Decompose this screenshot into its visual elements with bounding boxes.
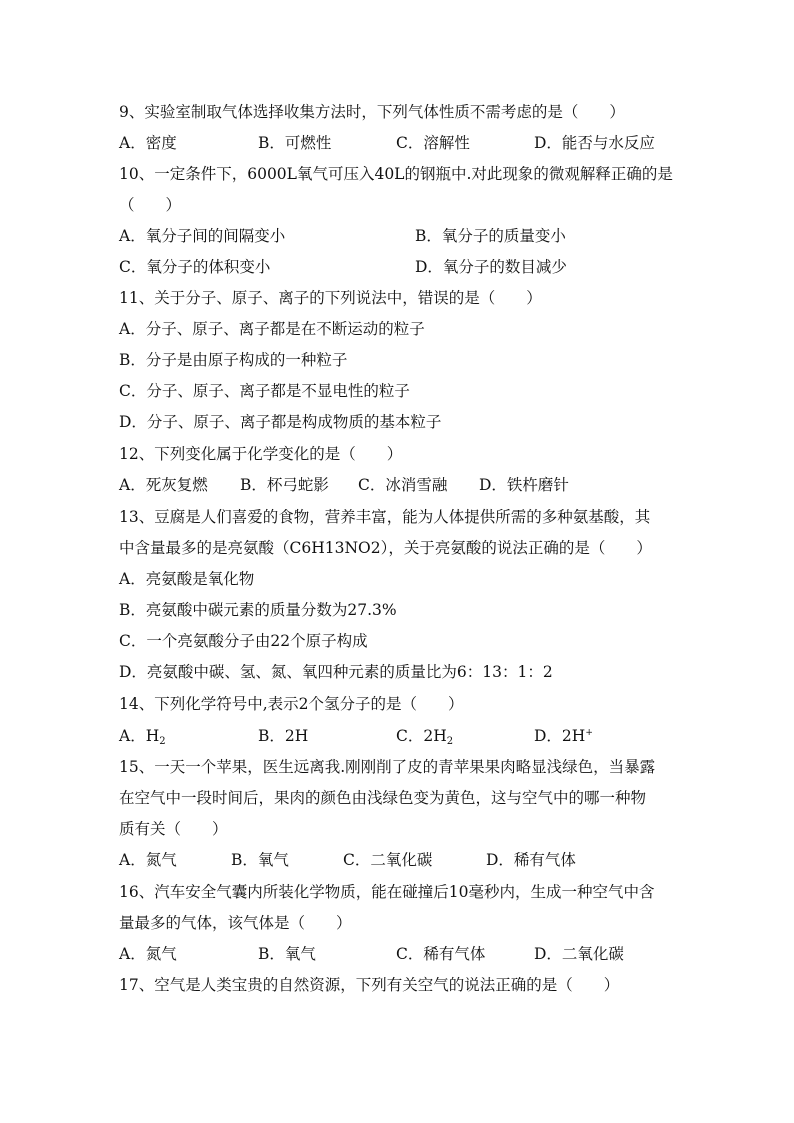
question-12-stem: 12、下列变化属于化学变化的是（ ） [119, 445, 403, 463]
question-11-option-d: D．分子、原子、离子都是构成物质的基本粒子 [119, 413, 442, 431]
question-11-option-a: A．分子、原子、离子都是在不断运动的粒子 [119, 320, 425, 338]
question-16-stem: 16、汽车安全气囊内所装化学物质，能在碰撞后10毫秒内，生成一种空气中含 [119, 883, 655, 901]
question-15-stem-cont-2: 质有关（ ） [119, 820, 228, 838]
question-15-stem: 15、一天一个苹果，医生远离我.刚刚削了皮的青苹果果肉略显浅绿色，当暴露 [119, 758, 656, 776]
question-10-stem: 10、一定条件下，6000L氧气可压入40L的钢瓶中.对此现象的微观解释正确的是 [119, 165, 673, 183]
question-9-stem: 9、实验室制取气体选择收集方法时，下列气体性质不需考虑的是（ ） [119, 103, 625, 121]
question-11-stem: 11、关于分子、原子、离子的下列说法中，错误的是（ ） [119, 289, 542, 307]
question-14-option-c: C．2H2 [396, 727, 454, 747]
question-15-option-a: A．氮气 [119, 851, 177, 869]
question-17-stem: 17、空气是人类宝贵的自然资源，下列有关空气的说法正确的是（ ） [119, 976, 620, 994]
question-14-option-b: B．2H [258, 727, 309, 745]
question-10-option-c: C．氧分子的体积变小 [119, 258, 271, 276]
question-12-option-b: B．杯弓蛇影 [240, 476, 329, 494]
question-10-option-d: D．氧分子的数目减少 [415, 258, 567, 276]
question-15-option-c: C．二氧化碳 [343, 851, 433, 869]
question-9-option-b: B．可燃性 [258, 134, 332, 152]
question-13-option-c: C．一个亮氨酸分子由22个原子构成 [119, 632, 368, 650]
question-12-option-d: D．铁杵磨针 [479, 476, 569, 494]
question-11-option-c: C．分子、原子、离子都是不显电性的粒子 [119, 382, 410, 400]
question-10-option-b: B．氧分子的质量变小 [415, 227, 566, 245]
question-10-option-a: A．氧分子间的间隔变小 [119, 227, 286, 245]
question-15-option-b: B．氧气 [231, 851, 289, 869]
question-12-option-c: C．冰消雪融 [358, 476, 448, 494]
question-9-option-d: D．能否与水反应 [534, 134, 655, 152]
question-16-option-b: B．氧气 [258, 945, 316, 963]
question-14-option-a: A．H2 [119, 727, 166, 747]
question-13-option-d: D．亮氨酸中碳、氢、氮、氧四种元素的质量比为6：13：1：2 [119, 663, 553, 681]
question-13-stem-cont: 中含量最多的是亮氨酸（C6H13NO2），关于亮氨酸的说法正确的是（ ） [119, 539, 652, 557]
question-9-option-a: A．密度 [119, 134, 177, 152]
question-16-option-a: A．氮气 [119, 945, 177, 963]
question-9-option-c: C．溶解性 [396, 134, 470, 152]
question-16-option-c: C．稀有气体 [396, 945, 486, 963]
question-11-option-b: B．分子是由原子构成的一种粒子 [119, 351, 348, 369]
question-13-stem: 13、豆腐是人们喜爱的食物，营养丰富，能为人体提供所需的多种氨基酸，其 [119, 508, 651, 526]
question-13-option-a: A．亮氨酸是氧化物 [119, 570, 255, 588]
question-15-stem-cont-1: 在空气中一段时间后，果肉的颜色由浅绿色变为黄色，这与空气中的哪一种物 [119, 789, 647, 807]
question-16-stem-cont: 量最多的气体，该气体是（ ） [119, 914, 352, 932]
question-14-stem: 14、下列化学符号中,表示2个氢分子的是（ ） [119, 695, 464, 713]
question-12-option-a: A．死灰复燃 [119, 476, 208, 494]
question-14-option-d: D．2H+ [534, 727, 593, 745]
question-15-option-d: D．稀有气体 [486, 851, 576, 869]
question-16-option-d: D．二氧化碳 [534, 945, 624, 963]
question-10-stem-cont: （ ） [119, 196, 182, 214]
question-13-option-b: B．亮氨酸中碳元素的质量分数为27.3% [119, 601, 397, 619]
